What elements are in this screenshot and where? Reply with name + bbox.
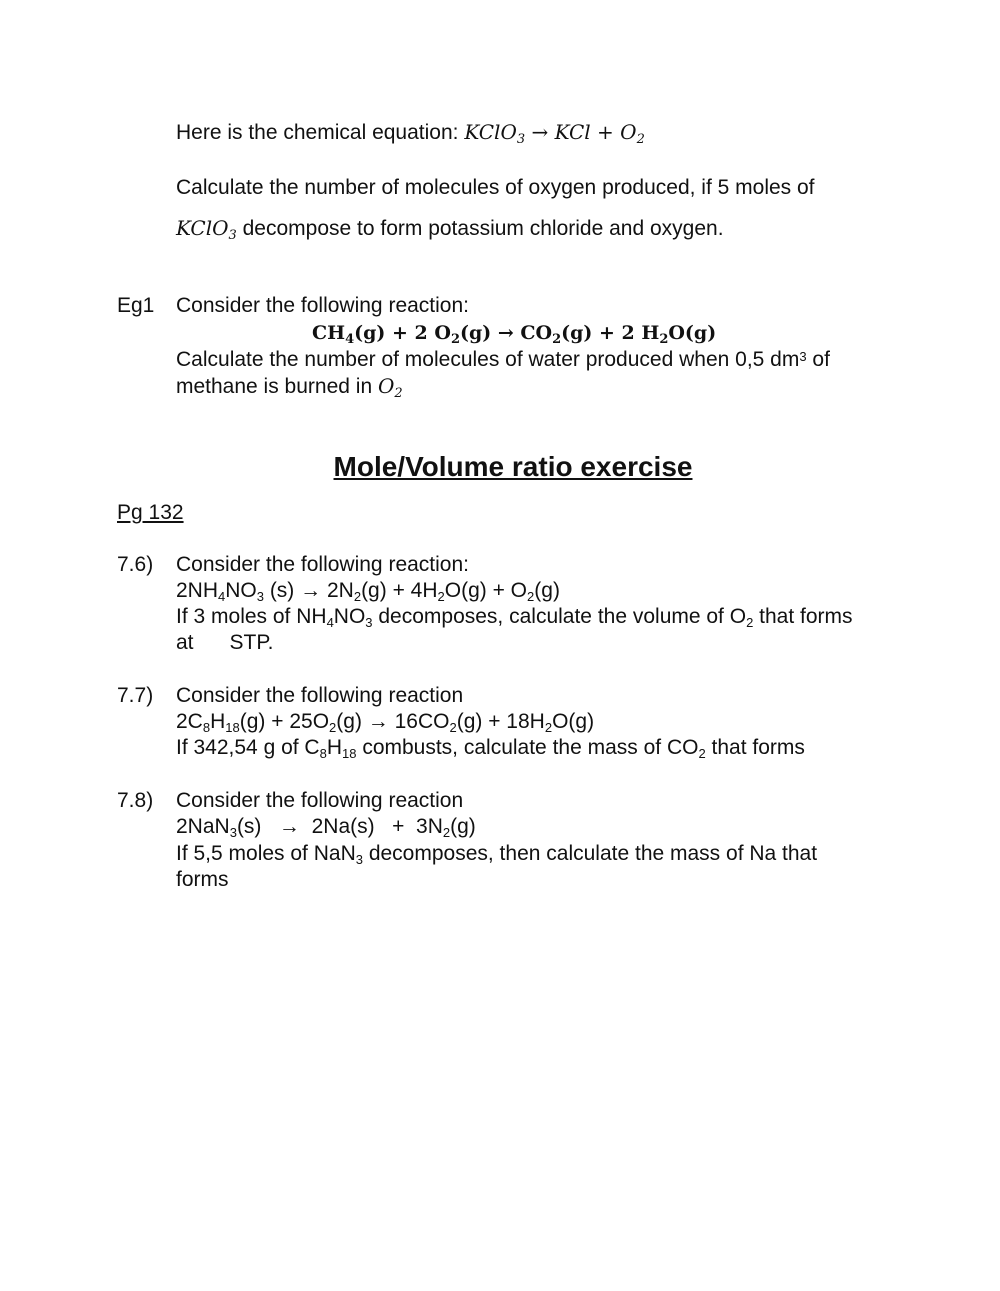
exercise-7-8-number: 7.8) <box>117 789 154 812</box>
exercise-7-7-number: 7.7) <box>117 684 154 707</box>
exercise-7-7-heading: Consider the following reaction <box>176 684 464 707</box>
intro-equation: KClO$_3$ → KCl + $O_2$ <box>464 120 645 147</box>
exercise-7-7-question-line1: If 342,54 g of $C_8H_{18}$ combusts, calculate the mass of $CO_2$ that forms <box>176 736 805 761</box>
eg1-question-line2: methane is burned in $O_2$ <box>176 374 403 401</box>
eg1-heading: Consider the following reaction: <box>176 294 469 317</box>
exercise-7-6-equation: $2NH_4NO_3$ $(s) \to 2N_2(g) + 4H_2O(g) + O_2(g)$ <box>176 579 560 604</box>
exercise-7-6-number: 7.6) <box>117 553 154 576</box>
exercise-7-8-question-line1: If 5,5 moles of NaN$_3$ decomposes, then calculate the mass of Na that <box>176 842 818 867</box>
intro-equation-line <box>176 119 645 146</box>
intro-equation-prefix: Here is the chemical equation: <box>176 121 459 144</box>
exercise-7-6-question-line1: If 3 moles of $NH_4NO_3$ decomposes, calculate the volume of $O_2$ that forms <box>176 605 853 630</box>
page-reference: Pg 132 <box>117 501 184 524</box>
eg1-equation: $CH_4(g) + 2$ $O_2(g) \to CO_2(g) + 2$ $H_2O(g)$ <box>312 322 717 347</box>
intro-question-line2: KClO$_3$ decompose to form potassium chloride and oxygen. <box>176 216 724 243</box>
intro-question-line1: Calculate the number of molecules of oxygen produced, if 5 moles of <box>176 176 815 199</box>
exercise-7-8-question-line2: forms <box>176 868 229 891</box>
eg1-label: Eg1 <box>117 294 155 317</box>
exercise-7-6-heading: Consider the following reaction: <box>176 553 469 576</box>
exercise-7-7-equation: $2C_8H_{18}(g) + 25O_2(g) \to 16CO_2(g) + 18H_2O(g)$ <box>176 710 595 735</box>
page-title: Mole/Volume ratio exercise <box>333 451 693 482</box>
eg1-question-line1: Calculate the number of molecules of water produced when 0,5 $dm^3$ of <box>176 348 830 371</box>
exercise-7-8-heading: Consider the following reaction <box>176 789 464 812</box>
exercise-7-8-equation: $2NaN_3(s) \to 2Na(s) + 3N_2(g)$ <box>176 815 476 840</box>
exercise-7-6-question-line2: at STP. <box>176 631 274 654</box>
